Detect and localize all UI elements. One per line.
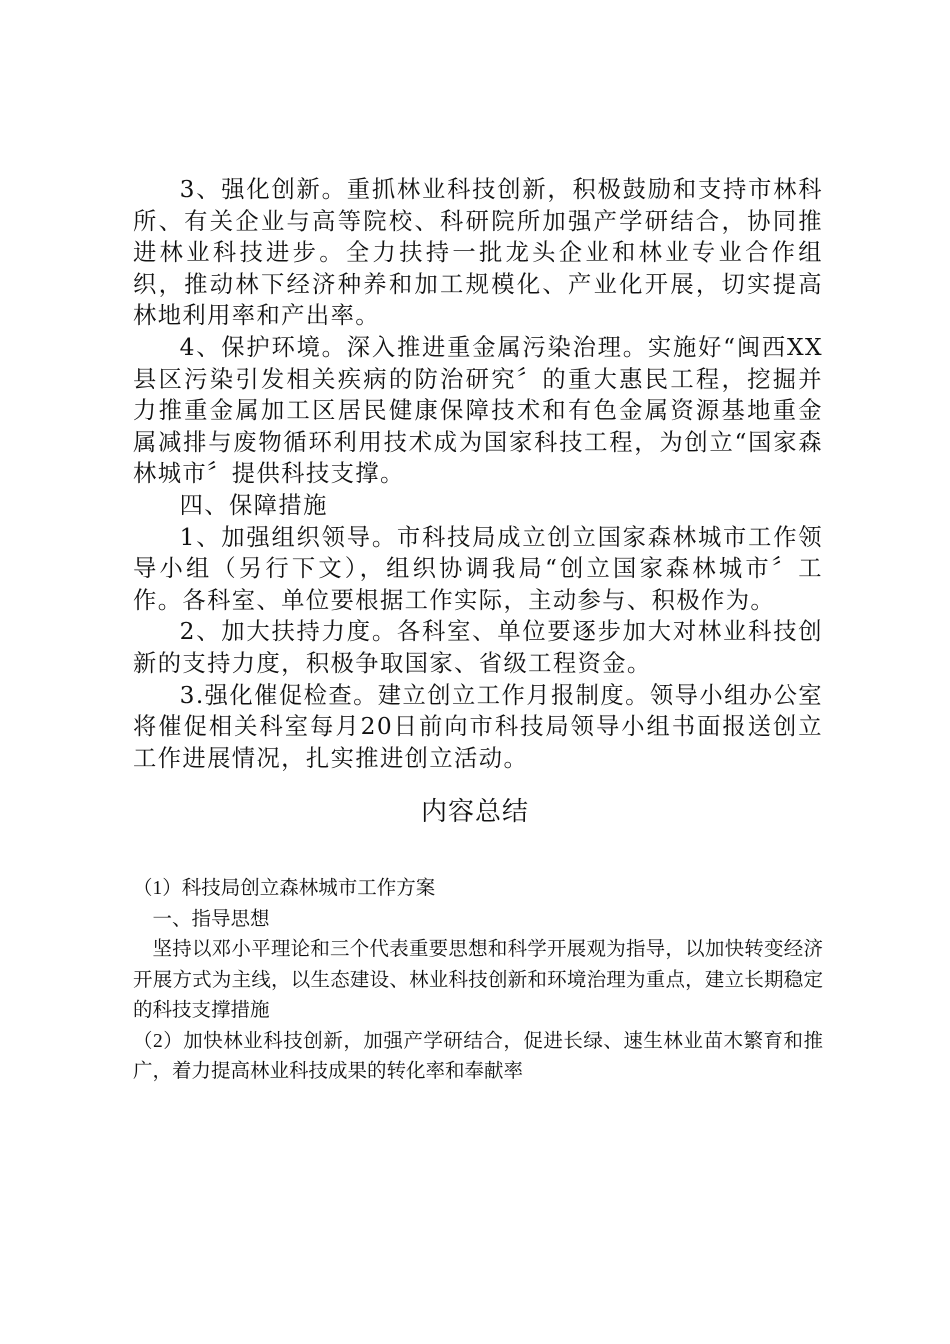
- summary-line-4: （2）加快林业科技创新，加强产学研结合，促进长绿、速生林业苗木繁育和推广，着力提高林业科技成果的转化率和奉献率: [133, 1030, 823, 1082]
- paragraph-environment: 4、保护环境。深入推进重金属污染治理。实施好“闽西XX县区污染引发相关疾病的防治研究〞的重大惠民工程，挖掘并力推重金属加工区居民健康保障技术和有色金属资源基地重金属减排与废物循环利用技术成为国家科技工程，为创立“国家森林城市〞提供科技支撑。: [133, 333, 823, 488]
- paragraph-leadership: 1、加强组织领导。市科技局成立创立国家森林城市工作领导小组（另行下文），组织协调我局“创立国家森林城市〞工作。各科室、单位要根据工作实际，主动参与、积极作为。: [133, 523, 823, 614]
- summary-title: 内容总结: [420, 797, 529, 827]
- body-text: [133, 174, 823, 774]
- summary-body: [133, 874, 823, 1088]
- summary-line-1: （1）科技局创立森林城市工作方案: [133, 878, 436, 899]
- paragraph-innovation: 3、强化创新。重抓林业科技创新，积极鼓励和支持市林科所、有关企业与高等院校、科研院所加强产学研结合，协同推进林业科技进步。全力扶持一批龙头企业和林业专业合作组织，推动林下经济种养和加工规模化、产业化开展，切实提高林地利用率和产出率。: [133, 176, 823, 330]
- paragraph-supervision: 3.强化催促检查。建立创立工作月报制度。领导小组办公室将催促相关科室每月20日前向市科技局领导小组书面报送创立工作进展情况，扎实推进创立活动。: [133, 681, 823, 772]
- paragraph-support: 2、加大扶持力度。各科室、单位要逐步加大对林业科技创新的支持力度，积极争取国家、省级工程资金。: [133, 618, 823, 677]
- summary-line-3: 坚持以邓小平理论和三个代表重要思想和科学开展观为指导，以加快转变经济开展方式为主线，以生态建设、林业科技创新和环境治理为重点，建立长期稳定的科技支撑措施: [133, 939, 823, 1021]
- section-heading-safeguards: 四、保障措施: [179, 491, 328, 519]
- summary-line-2: 一、指导思想: [152, 908, 270, 930]
